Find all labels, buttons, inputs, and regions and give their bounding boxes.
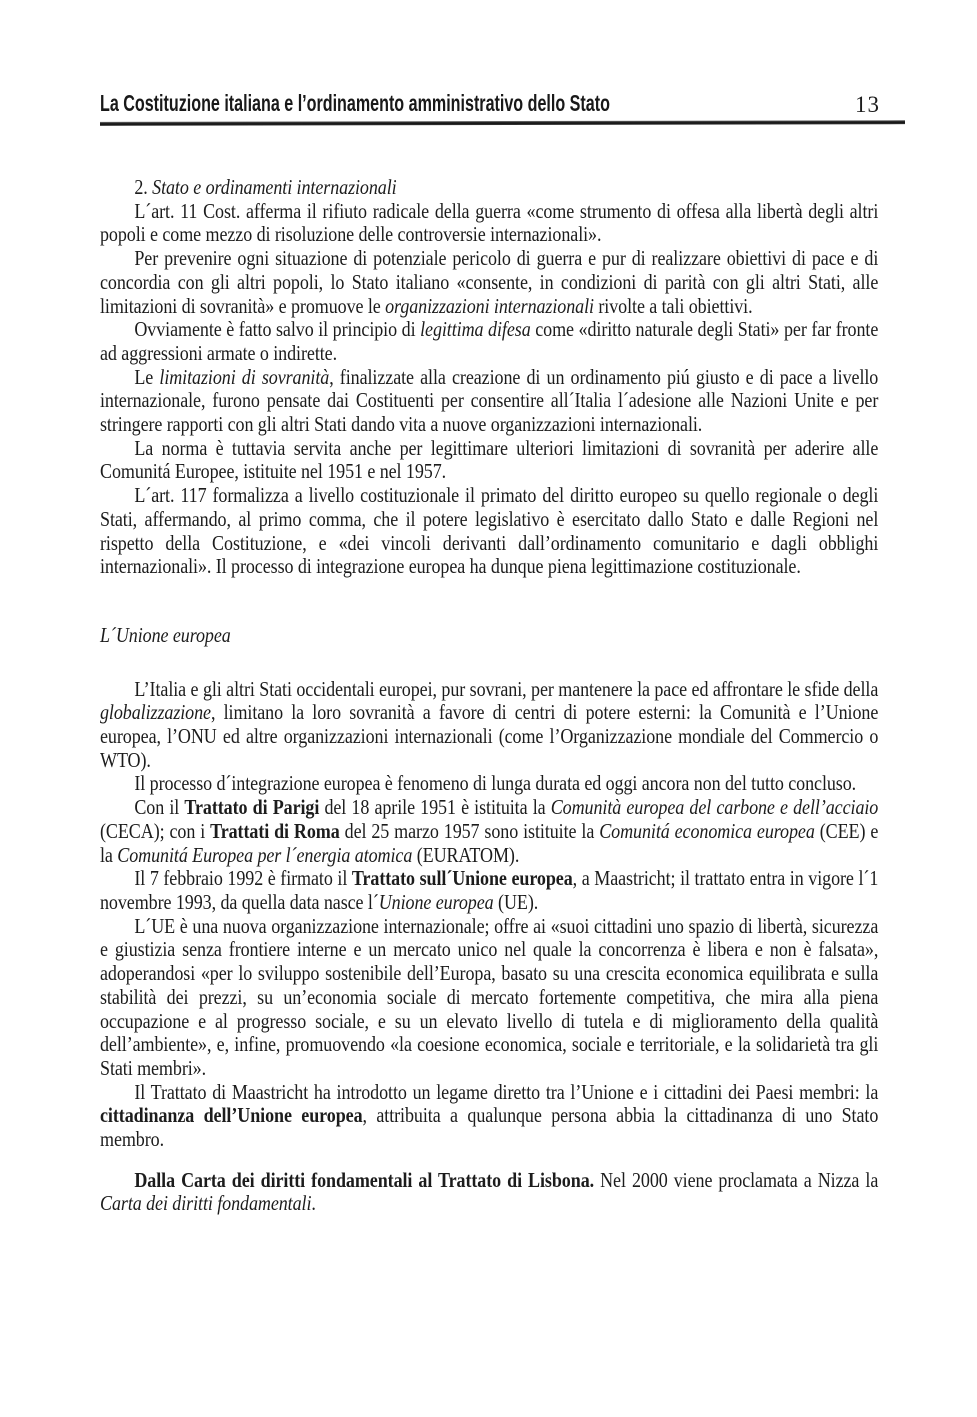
text-run: cittadinanza dell’Unione europea (100, 1103, 363, 1128)
text-run: come «diritto naturale degli Stati» per far fronte ad aggressioni armate o indirette. (100, 317, 879, 365)
text-run: (CECA); con i (100, 818, 211, 843)
text-run: Trattato sull´Unione europea (351, 866, 573, 891)
text-run: Comunitá economica europea (599, 818, 815, 843)
text-run: organizzazioni internazionali (385, 293, 594, 318)
para-cittadinanza (100, 1081, 878, 1152)
para-comunita-europee (100, 437, 878, 484)
text-run: del 18 aprile 1951 è istituita la (319, 795, 551, 820)
text-run: , limitano la loro sovranità a favore di centri di potere esterni: la Comunità e l’Unione europea, l’ONU ed altre organizzazioni internazionali (come l’Organizzazione mondiale del Commercio o WTO). (100, 700, 879, 772)
heading-stato-ordinamenti (100, 176, 878, 200)
text-run: La norma è tuttavia servita anche per legittimare ulteriori limitazioni di sovranità per aderire alle Comunitá Europee, istituite nel 1951 e nel 1957. (100, 435, 879, 484)
text-run: Il Trattato di Maastricht ha introdotto un legame diretto tra l’Unione e i cittadini dei Paesi membri: la (134, 1079, 879, 1104)
para-limitazioni-sovranita (100, 366, 878, 437)
text-run: L´art. 11 Cost. afferma il rifiuto radicale della guerra «come strumento di offesa alla libertà degli altri popoli e come mezzo di risoluzione delle controversie internazionali». (100, 198, 879, 247)
text-run: Ovviamente è fatto salvo il principio di (134, 317, 421, 342)
para-prevenire (100, 247, 878, 318)
para-art11 (100, 200, 878, 247)
text-run: del 25 marzo 1957 sono istituite la (339, 818, 600, 843)
text-run: Trattati di Roma (210, 818, 340, 843)
page-number: 13 (855, 92, 880, 117)
para-legittima-difesa (100, 318, 878, 365)
text-run: (CEE) e la (100, 818, 879, 867)
text-run: Dalla Carta dei diritti fondamentali al Trattato di Lisbona. (134, 1167, 595, 1192)
text-run: . (311, 1191, 316, 1216)
text-run: 2. (134, 175, 153, 199)
para-ue-obiettivi (100, 915, 878, 1081)
text-run: Le (134, 364, 160, 389)
text-run: Comunitá Europea per l´energia atomica (117, 842, 413, 867)
text-run: L´UE è una nuova organizzazione internazionale; offre ai «suoi cittadini uno spazio di libertà, sicurezza e giustizia senza frontiere interne e un mercato unico nel quale la concorrenza è libera e non è falsata», adoperandosi «per lo sviluppo sostenibile dell’Europa, basato su una crescita economica equilibrata e sulla stabilità dei prezzi, su un’economia sociale di mercato fortemente competitiva, che mira alla piena occupazione e al progresso sociale, e su un elevato livello di tutela e di miglioramento della qualità dell’ambiente», e, infine, promuovendo «la coesione economica, sociale e territoriale, e la solidarietà tra gli Stati membri». (100, 913, 879, 1080)
para-trattati-fondativi (100, 796, 878, 867)
para-globalizzazione (100, 678, 878, 773)
text-run: legittima difesa (420, 317, 531, 342)
text-run: Il 7 febbraio 1992 è firmato il (134, 866, 352, 891)
text-run: , attribuita a qualunque persona abbia la cittadinanza di uno Stato membro. (100, 1103, 879, 1152)
text-run: Stato e ordinamenti internazionali (152, 175, 397, 199)
text-run: , a Maastricht; il trattato entra in vigore l´1 novembre 1993, da quella data nasce l´ (100, 866, 879, 914)
text-run: L´Unione europea (100, 622, 231, 647)
text-run: (UE). (493, 889, 539, 914)
page-body (100, 176, 878, 1216)
text-run: Il processo d´integrazione europea è fenomeno di lunga durata ed oggi ancora non del tutto concluso. (134, 771, 857, 796)
text-run: , finalizzate alla creazione di un ordinamento piú giusto e di pace a livello internazionale, furono pensate dai Costituenti per consentire all´Italia l´adesione alle Nazioni Unite e per stringere rapporti con gli altri Stati dando vita a nuove organizzazioni internazionali. (100, 364, 879, 437)
text-run: rivolte a tali obiettivi. (593, 293, 753, 318)
para-processo-integrazione (100, 772, 878, 796)
text-run: Nel 2000 viene proclamata a Nizza la (594, 1167, 879, 1192)
text-run: L’Italia e gli altri Stati occidentali europei, pur sovrani, per mantenere la pace ed affrontare le sfide della (134, 676, 879, 701)
heading-unione-europea (100, 624, 878, 648)
running-header-title: La Costituzione italiana e l’ordinamento amministrativo dello Stato (100, 90, 610, 116)
text-run: globalizzazione (100, 700, 211, 725)
text-run: Comunità europea del carbone e dell’acciaio (550, 795, 879, 820)
text-run: L´art. 117 formalizza a livello costituzionale il primato del diritto europeo su quello regionale o degli Stati, affermando, al primo comma, che il potere legislativo è esercitato dallo Stato e dalle Regioni nel rispetto della Costituzione, e «dei vincoli derivanti dall’ordinamento comunitario e dagli obblighi internazionali». Il processo di integrazione europea ha dunque piena legittimazione costituzionale. (100, 483, 879, 579)
text-run: Unione europea (378, 889, 494, 914)
para-art117 (100, 484, 878, 579)
text-run: Trattato di Parigi (184, 795, 320, 820)
header-rule-divider (100, 120, 905, 126)
running-header (100, 90, 880, 117)
text-run: limitazioni di sovranità (159, 364, 330, 389)
para-maastricht-1992 (100, 867, 878, 914)
text-run: Per prevenire ogni situazione di potenziale pericolo di guerra e pur di realizzare obiettivi di pace e di concordia con gli altri popoli, lo Stato italiano «consente, in condizioni di parità con gli altri Stati, alle limitazioni di sovranità» e promuove le (100, 246, 879, 318)
text-run: Con il (134, 795, 185, 820)
para-carta-lisbona (100, 1169, 878, 1216)
text-run: Carta dei diritti fondamentali (100, 1191, 312, 1216)
text-run: (EURATOM). (412, 842, 520, 867)
